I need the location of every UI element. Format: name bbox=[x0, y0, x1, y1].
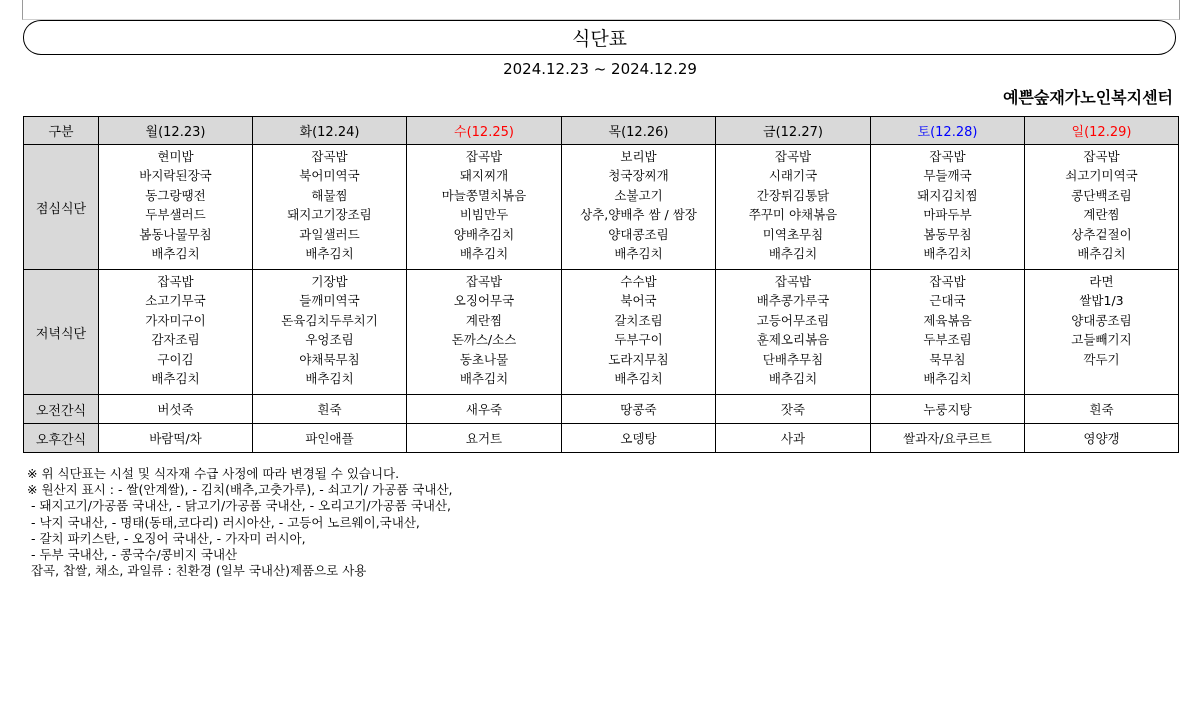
dish-item: 청국장찌개 bbox=[608, 168, 669, 184]
day-header: 토(12.28) bbox=[871, 117, 1025, 145]
lunch-menu-cell bbox=[99, 145, 253, 270]
day-header: 목(12.26) bbox=[562, 117, 716, 145]
title-banner bbox=[23, 20, 1176, 55]
dish-item: 계란찜 bbox=[1083, 207, 1120, 223]
note-line: 잡곡, 찹쌀, 채소, 과일류 : 친환경 (일부 국내산)제품으로 사용 bbox=[27, 563, 367, 579]
dish-item: 비빔만두 bbox=[459, 207, 509, 223]
dish-item: 두부조림 bbox=[923, 332, 972, 348]
date-range: 2024.12.23 ~ 2024.12.29 bbox=[503, 60, 697, 78]
note-line: - 갈치 파키스탄, - 오징어 국내산, - 가자미 러시아, bbox=[27, 530, 306, 546]
snack-cell: 요거트 bbox=[407, 424, 562, 453]
lunch-menu-cell bbox=[253, 145, 407, 270]
dish-item: 시래기국 bbox=[768, 168, 818, 184]
dish-item: 마늘쫑멸치볶음 bbox=[441, 187, 527, 203]
snack-cell: 새우죽 bbox=[407, 395, 562, 424]
dish-item: 배추김치 bbox=[459, 371, 509, 387]
dish-item: 동그랑땡전 bbox=[145, 187, 206, 203]
dish-item: 깍두기 bbox=[1083, 351, 1120, 367]
dish-item: 단배추무침 bbox=[762, 351, 824, 367]
day-header: 일(12.29) bbox=[1025, 117, 1179, 145]
snack-cell: 파인애플 bbox=[253, 424, 407, 453]
dinner-menu-cell bbox=[407, 270, 562, 395]
dish-item: 과일샐러드 bbox=[299, 226, 360, 242]
note-line: - 두부 국내산, - 콩국수/콩비지 국내산 bbox=[27, 547, 238, 563]
snack-cell: 쌀과자/요쿠르트 bbox=[871, 424, 1025, 453]
dinner-row bbox=[24, 270, 1179, 395]
day-header: 월(12.23) bbox=[99, 117, 253, 145]
dish-item: 현미밥 bbox=[157, 149, 194, 164]
note-line: - 낙지 국내산, - 명태(동태,코다리) 러시아산, - 고등어 노르웨이,국내산, bbox=[27, 514, 420, 530]
page-top-edge bbox=[22, 0, 1180, 20]
dish-item: 보리밥 bbox=[620, 149, 657, 164]
dish-item: 가자미구이 bbox=[145, 312, 206, 328]
dish-item: 상추겉절이 bbox=[1071, 226, 1132, 242]
dish-item: 계란찜 bbox=[465, 312, 503, 328]
lunch-menu-cell bbox=[562, 145, 716, 270]
dish-item: 잡곡밥 bbox=[774, 149, 812, 164]
dish-item: 기장밥 bbox=[311, 274, 348, 289]
dish-item: 미역초무침 bbox=[762, 226, 824, 242]
dish-item: 도라지무침 bbox=[608, 351, 669, 367]
dish-item: 배추김치 bbox=[923, 246, 972, 262]
dish-item: 우엉조림 bbox=[305, 332, 354, 348]
dish-item: 봄동무침 bbox=[923, 226, 972, 242]
note-line: ※ 위 식단표는 시설 및 식자재 수급 사정에 따라 변경될 수 있습니다. bbox=[27, 466, 400, 481]
dish-item: 소고기무국 bbox=[145, 293, 206, 309]
dish-item: 고등어무조림 bbox=[756, 312, 830, 328]
dinner-menu-cell bbox=[99, 270, 253, 395]
dish-item: 구이김 bbox=[157, 351, 194, 367]
dish-item: 배추김치 bbox=[1077, 246, 1126, 262]
dish-item: 잡곡밥 bbox=[311, 149, 348, 164]
snack-cell: 영양갱 bbox=[1025, 424, 1179, 453]
lunch-menu-cell bbox=[716, 145, 871, 270]
snack-cell: 흰죽 bbox=[1025, 395, 1179, 424]
snack-cell: 잣죽 bbox=[716, 395, 871, 424]
dish-item: 쭈꾸미 야채볶음 bbox=[748, 207, 838, 223]
dish-item: 잡곡밥 bbox=[929, 274, 966, 289]
dish-item: 돈까스/소스 bbox=[451, 332, 517, 348]
dish-item: 동초나물 bbox=[459, 351, 509, 367]
lunch-menu-cell bbox=[407, 145, 562, 270]
dish-item: 배추콩가루국 bbox=[756, 293, 830, 309]
dinner-menu-cell bbox=[716, 270, 871, 395]
dish-item: 오징어무국 bbox=[453, 293, 515, 309]
dinner-menu-cell bbox=[871, 270, 1025, 395]
dish-item: 배추김치 bbox=[614, 246, 663, 262]
menu-table bbox=[23, 116, 1179, 453]
snack-cell: 바람떡/차 bbox=[99, 424, 253, 453]
morning-snack-row bbox=[24, 395, 1179, 424]
lunch-menu-cell bbox=[1025, 145, 1179, 270]
notes-section bbox=[27, 466, 453, 579]
dish-item: 고들빼기지 bbox=[1071, 332, 1132, 348]
dish-item: 잡곡밥 bbox=[774, 274, 812, 289]
dish-item: 배추김치 bbox=[305, 371, 354, 387]
dish-item: 근대국 bbox=[929, 293, 966, 309]
snack-cell: 땅콩죽 bbox=[562, 395, 716, 424]
dish-item: 배추김치 bbox=[768, 246, 818, 262]
dinner-label: 저녁식단 bbox=[24, 270, 99, 395]
dish-item: 양대콩조림 bbox=[608, 226, 669, 242]
dish-item: 잡곡밥 bbox=[465, 149, 503, 164]
dish-item: 양대콩조림 bbox=[1071, 312, 1132, 328]
dish-item: 돈육김치두루치기 bbox=[281, 312, 378, 328]
afternoon-snack-label: 오후간식 bbox=[24, 424, 99, 453]
dish-item: 간장튀김통닭 bbox=[756, 187, 830, 203]
dish-item: 쌀밥1/3 bbox=[1079, 293, 1124, 309]
snack-cell: 흰죽 bbox=[253, 395, 407, 424]
dish-item: 두부샐러드 bbox=[145, 207, 206, 223]
dish-item: 북어국 bbox=[620, 293, 657, 309]
dinner-menu-cell bbox=[253, 270, 407, 395]
dish-item: 해물찜 bbox=[311, 187, 348, 203]
dish-item: 잡곡밥 bbox=[157, 274, 194, 289]
dish-item: 두부구이 bbox=[614, 332, 663, 348]
morning-snack-label: 오전간식 bbox=[24, 395, 99, 424]
dish-item: 배추김치 bbox=[614, 371, 663, 387]
dish-item: 상추,양배추 쌈 / 쌈장 bbox=[580, 207, 697, 223]
dish-item: 쇠고기미역국 bbox=[1065, 168, 1138, 184]
header-row bbox=[24, 117, 1179, 145]
page-title: 식단표 bbox=[571, 28, 628, 50]
lunch-menu-cell bbox=[871, 145, 1025, 270]
dish-item: 바지락된장국 bbox=[139, 168, 212, 184]
dish-item: 묵무침 bbox=[929, 351, 966, 367]
dish-item: 배추김치 bbox=[923, 371, 972, 387]
dish-item: 잡곡밥 bbox=[465, 274, 503, 289]
dish-item: 배추김치 bbox=[151, 246, 200, 262]
dish-item: 갈치조림 bbox=[614, 312, 663, 328]
dish-item: 잡곡밥 bbox=[929, 149, 966, 164]
snack-cell: 버섯죽 bbox=[99, 395, 253, 424]
dish-item: 라면 bbox=[1089, 274, 1114, 289]
dish-item: 소불고기 bbox=[614, 187, 663, 203]
afternoon-snack-row bbox=[24, 424, 1179, 453]
dish-item: 배추김치 bbox=[768, 371, 818, 387]
dish-item: 배추김치 bbox=[305, 246, 354, 262]
header-label: 구분 bbox=[24, 117, 99, 145]
day-header: 금(12.27) bbox=[716, 117, 871, 145]
dish-item: 배추김치 bbox=[151, 371, 200, 387]
dish-item: 들깨미역국 bbox=[299, 293, 360, 309]
dish-item: 북어미역국 bbox=[299, 168, 360, 184]
lunch-label: 점심식단 bbox=[24, 145, 99, 270]
dish-item: 돼지고기장조림 bbox=[287, 207, 372, 223]
note-line: ※ 원산지 표시 : - 쌀(안계쌀), - 김치(배추,고춧가루), - 쇠고기/ 가공품 국내산, bbox=[27, 482, 453, 498]
dish-item: 콩단백조림 bbox=[1071, 187, 1132, 203]
day-header: 수(12.25) bbox=[407, 117, 562, 145]
snack-cell: 사과 bbox=[716, 424, 871, 453]
snack-cell: 누룽지탕 bbox=[871, 395, 1025, 424]
dish-item: 배추김치 bbox=[459, 246, 509, 262]
dish-item: 제육볶음 bbox=[923, 312, 972, 328]
dish-item: 훈제오리볶음 bbox=[756, 332, 830, 348]
dish-item: 양배추김치 bbox=[453, 226, 515, 242]
dish-item: 돼지김치찜 bbox=[917, 187, 978, 203]
dish-item: 수수밥 bbox=[620, 274, 657, 289]
lunch-row bbox=[24, 145, 1179, 270]
organization-name: 예쁜숲재가노인복지센터 bbox=[1002, 88, 1173, 107]
dinner-menu-cell bbox=[1025, 270, 1179, 395]
dish-item: 마파두부 bbox=[923, 207, 972, 223]
note-line: - 돼지고기/가공품 국내산, - 닭고기/가공품 국내산, - 오리고기/가공품 국내산, bbox=[27, 498, 452, 514]
dish-item: 감자조림 bbox=[151, 332, 200, 348]
dish-item: 잡곡밥 bbox=[1083, 149, 1120, 164]
dish-item: 야채묵무침 bbox=[299, 351, 360, 367]
dish-item: 돼지찌개 bbox=[459, 168, 509, 184]
dinner-menu-cell bbox=[562, 270, 716, 395]
dish-item: 무들깨국 bbox=[923, 168, 972, 184]
snack-cell: 오뎅탕 bbox=[562, 424, 716, 453]
dish-item: 봄동나물무침 bbox=[139, 226, 212, 242]
day-header: 화(12.24) bbox=[253, 117, 407, 145]
